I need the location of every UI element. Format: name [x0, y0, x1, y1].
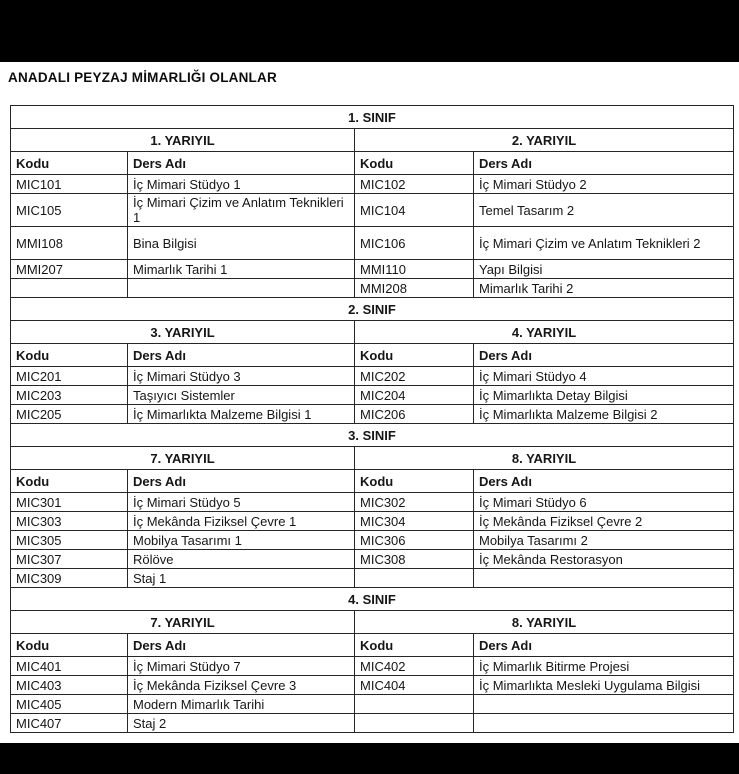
course-code-cell: MIC206 — [355, 405, 474, 424]
kodu-right-header: Kodu — [355, 634, 474, 657]
course-code-cell: MIC204 — [355, 386, 474, 405]
course-name-cell: İç Mimari Çizim ve Anlatım Teknikleri 2 — [474, 227, 734, 260]
course-code-cell — [355, 714, 474, 733]
course-row — [11, 569, 734, 588]
yariyil-right-header: 4. YARIYIL — [355, 321, 734, 344]
course-code-cell: MIC308 — [355, 550, 474, 569]
yariyil-left-header: 1. YARIYIL — [11, 129, 355, 152]
dersadi-left-header: Ders Adı — [128, 470, 355, 493]
column-header-row — [11, 634, 734, 657]
kodu-left-header: Kodu — [11, 152, 128, 175]
yariyil-header-row — [11, 447, 734, 470]
course-row — [11, 531, 734, 550]
column-header-row — [11, 344, 734, 367]
course-code-cell: MIC405 — [11, 695, 128, 714]
dersadi-left-header: Ders Adı — [128, 344, 355, 367]
course-name-cell: İç Mimari Stüdyo 1 — [128, 175, 355, 194]
yariyil-right-header: 8. YARIYIL — [355, 447, 734, 470]
course-name-cell: İç Mekânda Restorasyon — [474, 550, 734, 569]
kodu-right-header: Kodu — [355, 470, 474, 493]
course-name-cell: İç Mimarlıkta Malzeme Bilgisi 1 — [128, 405, 355, 424]
course-name-cell: Staj 1 — [128, 569, 355, 588]
sinif-header: 4. SINIF — [11, 588, 734, 611]
course-name-cell: İç Mimari Stüdyo 2 — [474, 175, 734, 194]
course-row — [11, 695, 734, 714]
sinif-header: 1. SINIF — [11, 106, 734, 129]
dersadi-right-header: Ders Adı — [474, 152, 734, 175]
yariyil-header-row — [11, 611, 734, 634]
course-row — [11, 260, 734, 279]
curriculum-table-body — [11, 106, 734, 733]
sinif-header: 3. SINIF — [11, 424, 734, 447]
course-code-cell: MMI208 — [355, 279, 474, 298]
course-name-cell: Mobilya Tasarımı 2 — [474, 531, 734, 550]
course-name-cell: Bina Bilgisi — [128, 227, 355, 260]
course-code-cell: MMI108 — [11, 227, 128, 260]
course-name-cell: Mimarlık Tarihi 1 — [128, 260, 355, 279]
course-name-cell: İç Mekânda Fiziksel Çevre 1 — [128, 512, 355, 531]
letterbox-top — [0, 0, 739, 62]
yariyil-left-header: 7. YARIYIL — [11, 611, 355, 634]
course-name-cell: İç Mimarlıkta Detay Bilgisi — [474, 386, 734, 405]
course-name-cell — [474, 695, 734, 714]
course-name-cell: Rölöve — [128, 550, 355, 569]
dersadi-right-header: Ders Adı — [474, 470, 734, 493]
course-row — [11, 657, 734, 676]
sinif-header-row — [11, 298, 734, 321]
column-header-row — [11, 470, 734, 493]
course-code-cell: MMI207 — [11, 260, 128, 279]
course-row — [11, 676, 734, 695]
course-name-cell: İç Mimari Stüdyo 3 — [128, 367, 355, 386]
course-code-cell: MIC401 — [11, 657, 128, 676]
course-code-cell: MIC106 — [355, 227, 474, 260]
course-name-cell: Mobilya Tasarımı 1 — [128, 531, 355, 550]
course-name-cell — [474, 714, 734, 733]
course-code-cell: MIC302 — [355, 493, 474, 512]
course-name-cell: İç Mekânda Fiziksel Çevre 2 — [474, 512, 734, 531]
course-code-cell: MIC303 — [11, 512, 128, 531]
course-code-cell: MIC202 — [355, 367, 474, 386]
dersadi-right-header: Ders Adı — [474, 344, 734, 367]
course-code-cell: MIC304 — [355, 512, 474, 531]
curriculum-table — [10, 105, 734, 733]
course-row — [11, 227, 734, 260]
course-code-cell: MIC305 — [11, 531, 128, 550]
course-row — [11, 550, 734, 569]
course-name-cell: İç Mimari Stüdyo 4 — [474, 367, 734, 386]
sinif-header-row — [11, 588, 734, 611]
course-code-cell: MIC102 — [355, 175, 474, 194]
yariyil-left-header: 7. YARIYIL — [11, 447, 355, 470]
course-code-cell: MIC407 — [11, 714, 128, 733]
course-name-cell — [474, 569, 734, 588]
course-row — [11, 367, 734, 386]
course-code-cell: MIC205 — [11, 405, 128, 424]
kodu-left-header: Kodu — [11, 470, 128, 493]
course-name-cell — [128, 279, 355, 298]
course-row — [11, 714, 734, 733]
sinif-header-row — [11, 106, 734, 129]
course-name-cell: İç Mimari Stüdyo 6 — [474, 493, 734, 512]
course-name-cell: İç Mimarlık Bitirme Projesi — [474, 657, 734, 676]
course-name-cell: Taşıyıcı Sistemler — [128, 386, 355, 405]
course-code-cell — [355, 695, 474, 714]
kodu-right-header: Kodu — [355, 152, 474, 175]
dersadi-left-header: Ders Adı — [128, 634, 355, 657]
course-row — [11, 386, 734, 405]
course-name-cell: İç Mimari Stüdyo 5 — [128, 493, 355, 512]
course-name-cell: İç Mimarlıkta Malzeme Bilgisi 2 — [474, 405, 734, 424]
course-code-cell: MIC404 — [355, 676, 474, 695]
course-name-cell: Mimarlık Tarihi 2 — [474, 279, 734, 298]
yariyil-header-row — [11, 129, 734, 152]
course-row — [11, 175, 734, 194]
document-page — [0, 62, 739, 743]
dersadi-left-header: Ders Adı — [128, 152, 355, 175]
dersadi-right-header: Ders Adı — [474, 634, 734, 657]
letterbox-bottom — [0, 743, 739, 774]
course-code-cell: MIC203 — [11, 386, 128, 405]
kodu-left-header: Kodu — [11, 634, 128, 657]
sinif-header: 2. SINIF — [11, 298, 734, 321]
yariyil-left-header: 3. YARIYIL — [11, 321, 355, 344]
document-title: ANADALI PEYZAJ MİMARLIĞI OLANLAR — [8, 70, 277, 85]
course-code-cell: MIC101 — [11, 175, 128, 194]
column-header-row — [11, 152, 734, 175]
course-name-cell: Modern Mimarlık Tarihi — [128, 695, 355, 714]
course-code-cell: MIC301 — [11, 493, 128, 512]
kodu-left-header: Kodu — [11, 344, 128, 367]
course-name-cell: Temel Tasarım 2 — [474, 194, 734, 227]
course-name-cell: İç Mimarlıkta Mesleki Uygulama Bilgisi — [474, 676, 734, 695]
sinif-header-row — [11, 424, 734, 447]
yariyil-right-header: 8. YARIYIL — [355, 611, 734, 634]
course-name-cell: İç Mimari Çizim ve Anlatım Teknikleri 1 — [128, 194, 355, 227]
course-code-cell: MIC309 — [11, 569, 128, 588]
course-code-cell: MMI110 — [355, 260, 474, 279]
course-code-cell: MIC104 — [355, 194, 474, 227]
course-code-cell: MIC402 — [355, 657, 474, 676]
course-name-cell: Yapı Bilgisi — [474, 260, 734, 279]
course-row — [11, 194, 734, 227]
course-row — [11, 493, 734, 512]
course-code-cell: MIC201 — [11, 367, 128, 386]
course-code-cell — [355, 569, 474, 588]
course-code-cell: MIC105 — [11, 194, 128, 227]
course-name-cell: İç Mimari Stüdyo 7 — [128, 657, 355, 676]
yariyil-header-row — [11, 321, 734, 344]
course-code-cell: MIC306 — [355, 531, 474, 550]
course-row — [11, 405, 734, 424]
course-row — [11, 512, 734, 531]
course-code-cell: MIC307 — [11, 550, 128, 569]
course-row — [11, 279, 734, 298]
course-code-cell: MIC403 — [11, 676, 128, 695]
yariyil-right-header: 2. YARIYIL — [355, 129, 734, 152]
course-name-cell: İç Mekânda Fiziksel Çevre 3 — [128, 676, 355, 695]
course-name-cell: Staj 2 — [128, 714, 355, 733]
kodu-right-header: Kodu — [355, 344, 474, 367]
course-code-cell — [11, 279, 128, 298]
